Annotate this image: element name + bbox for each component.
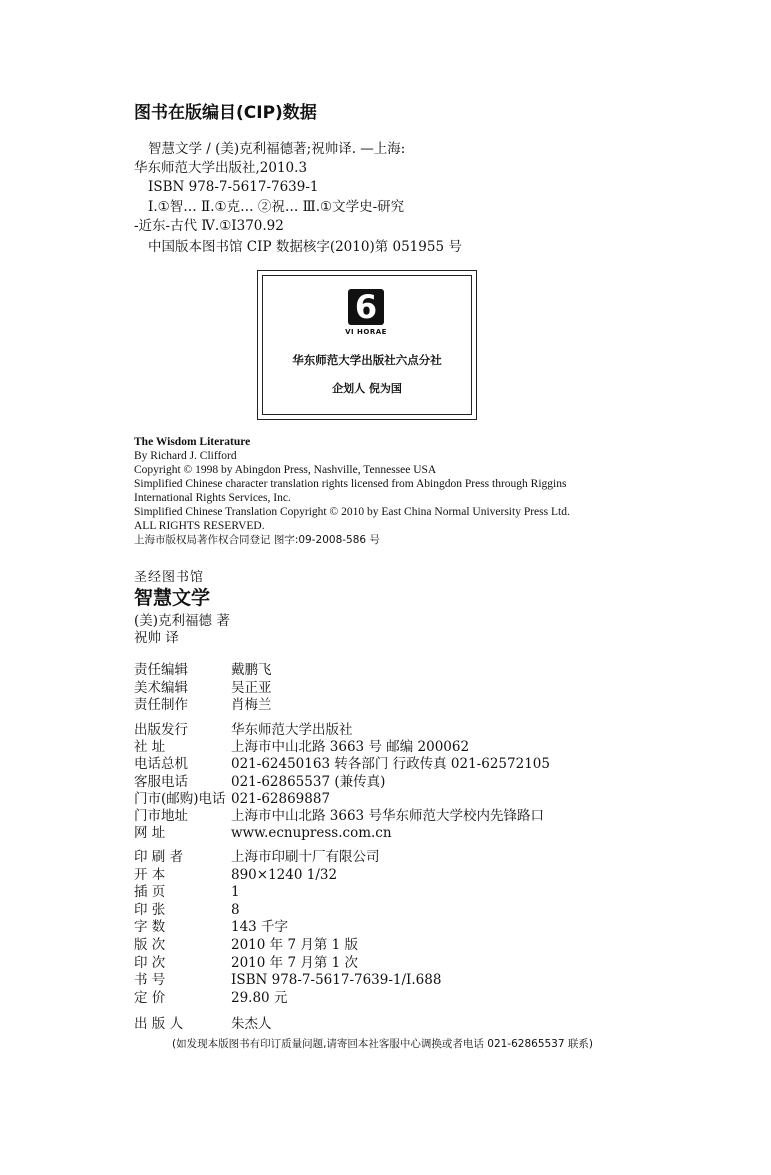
box-publisher: 华东师范大学出版社六点分社 — [292, 353, 442, 367]
publish-row — [134, 821, 392, 841]
english-translation: Simplified Chinese Translation Copyright © 2010 by East China Normal University Press Ltd. — [134, 506, 570, 518]
publish-value: 上海市中山北路 3663 号华东师范大学校内先锋路口 — [231, 808, 544, 824]
book-author: (美)克利福德 著 — [134, 613, 230, 629]
english-reserved: ALL RIGHTS RESERVED. — [134, 520, 265, 532]
print-value: 29.80 元 — [231, 989, 288, 1006]
cip-line-1: 智慧文学 / (美)克利福德著;祝帅译. —上海: — [148, 141, 406, 157]
print-label: 字 数 — [134, 919, 166, 936]
publisher-person-row — [134, 1012, 272, 1032]
series-name: 圣经图书馆 — [134, 570, 205, 585]
print-label: 定 价 — [134, 989, 166, 1006]
print-label: 开 本 — [134, 866, 166, 883]
publish-value: 021-62869887 — [231, 790, 331, 807]
english-rights-2: International Rights Services, Inc. — [134, 492, 291, 504]
print-label: 书 号 — [134, 972, 166, 989]
cip-line-2: 华东师范大学出版社,2010.3 — [134, 160, 308, 176]
publish-value: 021-62865537 (兼传真) — [231, 773, 386, 790]
cip-heading: 图书在版编目(CIP)数据 — [134, 103, 317, 123]
print-label: 插 页 — [134, 884, 166, 901]
english-title: The Wisdom Literature — [134, 436, 251, 448]
staff-value: 吴正亚 — [231, 679, 272, 696]
staff-label: 责任制作 — [134, 697, 188, 713]
print-label: 印 张 — [134, 901, 166, 918]
cip-line-5: -近东-古代 Ⅳ.①I370.92 — [134, 218, 284, 234]
print-value: 8 — [231, 901, 240, 918]
publish-value: www.ecnupress.com.cn — [231, 825, 392, 842]
publish-value: 上海市中山北路 3663 号 邮编 200062 — [231, 739, 470, 756]
staff-value: 肖梅兰 — [231, 697, 272, 713]
logo-caption: VI HORAE — [345, 328, 387, 336]
english-copyright: Copyright © 1998 by Abingdon Press, Nashville, Tennessee USA — [134, 464, 437, 476]
print-label: 版 次 — [134, 937, 166, 953]
publisher-person-value: 朱杰人 — [231, 1016, 272, 1032]
publish-label: 门市(邮购)电话 — [134, 790, 226, 807]
print-value: 2010 年 7 月第 1 版 — [231, 937, 358, 953]
publisher-person-label: 出 版 人 — [134, 1016, 184, 1032]
publish-value: 021-62450163 转各部门 行政传真 021-62572105 — [231, 756, 550, 773]
publish-label: 网 址 — [134, 825, 166, 842]
print-value: ISBN 978-7-5617-7639-1/I.688 — [231, 972, 442, 989]
copyright-registration: 上海市版权局著作权合同登记 图字:09-2008-586 号 — [134, 534, 380, 546]
publish-label: 客服电话 — [134, 773, 188, 790]
staff-row — [134, 693, 272, 713]
print-value: 890×1240 1/32 — [231, 866, 338, 883]
publish-label: 电话总机 — [134, 756, 188, 773]
cip-line-4: Ⅰ.①智… Ⅱ.①克… ②祝… Ⅲ.①文学史-研究 — [148, 199, 405, 215]
publish-label: 门市地址 — [134, 808, 188, 824]
staff-label: 美术编辑 — [134, 679, 188, 696]
cip-line-3: ISBN 978-7-5617-7639-1 — [148, 179, 319, 195]
print-value: 2010 年 7 月第 1 次 — [231, 954, 358, 971]
book-title: 智慧文学 — [134, 587, 211, 609]
publish-value: 华东师范大学出版社 — [231, 722, 353, 738]
quality-footnote: (如发现本版图书有印订质量问题,请寄回本社客服中心调换或者电话 021-62865537 联系) — [172, 1038, 593, 1050]
publish-label: 社 址 — [134, 739, 166, 756]
english-rights-1: Simplified Chinese character translation rights licensed from Abingdon Press through Riggins — [134, 478, 567, 490]
print-row — [134, 986, 287, 1006]
publish-label: 出版发行 — [134, 722, 188, 738]
print-label: 印 次 — [134, 954, 166, 971]
print-value: 上海市印刷十厂有限公司 — [231, 849, 380, 865]
print-value: 143 千字 — [231, 919, 289, 936]
english-author: By Richard J. Clifford — [134, 450, 237, 462]
box-planner: 企划人 倪为国 — [332, 382, 402, 395]
staff-label: 责任编辑 — [134, 662, 188, 678]
publisher-box-inner — [262, 275, 472, 415]
print-label: 印 刷 者 — [134, 849, 184, 865]
six-dots-logo-icon: 6 — [348, 289, 384, 325]
cip-line-6: 中国版本图书馆 CIP 数据核字(2010)第 051955 号 — [148, 239, 462, 255]
staff-value: 戴鹏飞 — [231, 662, 272, 678]
print-value: 1 — [231, 884, 240, 901]
publisher-box — [257, 270, 477, 420]
book-translator: 祝帅 译 — [134, 630, 179, 646]
